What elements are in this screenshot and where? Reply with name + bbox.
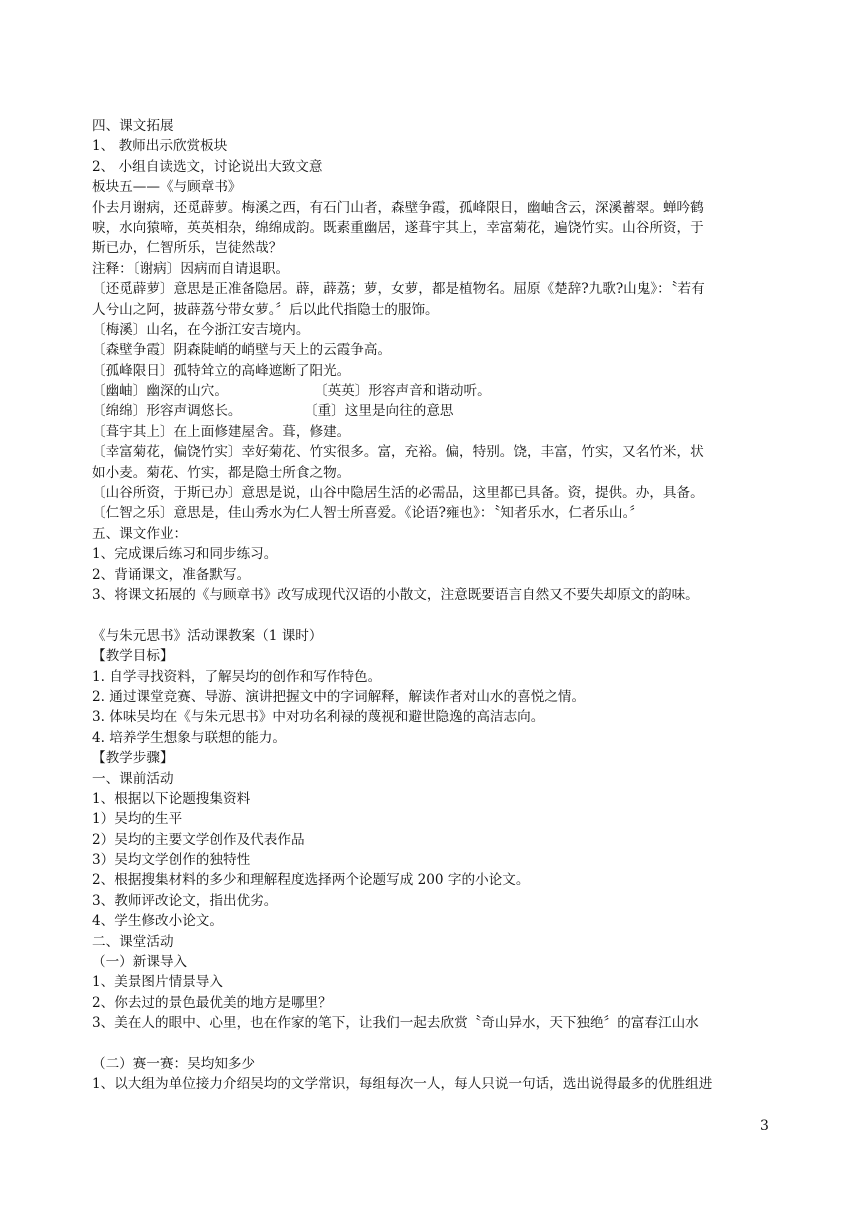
- list-item: 1、美景图片情景导入: [92, 974, 223, 991]
- list-item: 3、将课文拓展的《与顾章书》改写成现代汉语的小散文，注意既要语言自然又不要失却原文的韵味。: [92, 586, 699, 603]
- section-heading: 【教学目标】: [92, 648, 174, 665]
- subsection-heading: （一）新课导入: [92, 954, 188, 971]
- list-item: 1、完成课后练习和同步练习。: [92, 546, 278, 563]
- section-heading: 【教学步骤】: [92, 750, 174, 767]
- annotation-line: 〔幽岫〕幽深的山穴。: [92, 383, 228, 400]
- section-heading: 二、课堂活动: [92, 933, 174, 950]
- list-item: 3、美在人的眼中、心里，也在作家的笔下，让我们一起去欣赏〝奇山异水，天下独绝〞的富春江山水: [92, 1015, 699, 1032]
- list-item: 2）吴均的主要文学创作及代表作品: [92, 831, 305, 848]
- list-item: 1. 自学寻找资料，了解吴均的创作和写作特色。: [92, 668, 382, 685]
- page-number: 3: [760, 1118, 769, 1134]
- annotation-line: 〔还觅薜萝〕意思是正准备隐居。薜，薜荔；萝，女萝，都是植物名。屈原《楚辞?九歌?山鬼》：〝若有: [92, 281, 705, 298]
- annotation-row: [92, 381, 774, 401]
- document-body: [92, 116, 774, 1095]
- list-item: 4. 培养学生想象与联想的能力。: [92, 729, 287, 746]
- annotation-line: 〔葺宇其上〕在上面修建屋舍。葺，修建。: [92, 423, 351, 440]
- annotation-line: 〔重〕这里是向往的意思: [304, 403, 454, 420]
- passage-title: 板块五——《与顾章书》: [92, 179, 242, 196]
- annotation-row: [92, 401, 774, 421]
- annotation-line: 如小麦。菊花、竹实，都是隐士所食之物。: [92, 464, 351, 481]
- list-item: 2、 小组自读选文，讨论说出大致文意: [92, 158, 323, 175]
- annotation-line: 〔幸富菊花，偏饶竹实〕幸好菊花、竹实很多。富，充裕。偏，特别。饶，丰富，竹实，又名竹米，状: [92, 444, 704, 461]
- subsection-heading: （二）赛一赛：吴均知多少: [92, 1055, 256, 1072]
- annotation-line: 〔梅溪〕山名，在今浙江安吉境内。: [92, 321, 310, 338]
- list-item: 3. 体味吴均在《与朱元思书》中对功名利禄的蔑视和避世隐逸的高洁志向。: [92, 709, 545, 726]
- list-item: 2、背诵课文，准备默写。: [92, 566, 251, 583]
- blank-line: [92, 1034, 774, 1054]
- annotation-line: 〔绵绵〕形容声调悠长。: [92, 403, 242, 420]
- list-item: 3、教师评改论文，指出优劣。: [92, 892, 278, 909]
- list-item: 1）吴均的生平: [92, 811, 183, 828]
- list-item: 2、你去过的景色最优美的地方是哪里？: [92, 994, 332, 1011]
- blank-line: [92, 605, 774, 625]
- list-item: 3）吴均文学创作的独特性: [92, 852, 251, 869]
- annotation-line: 〔英英〕形容声音和谐动听。: [314, 383, 491, 400]
- passage-text: 仆去月谢病，还觅薜萝。梅溪之西，有石门山者，森壁争霞，孤峰限日，幽岫含云，深溪蓄翠。蝉吟鹤: [92, 199, 704, 216]
- section-heading: 一、课前活动: [92, 770, 174, 787]
- lesson-title: 《与朱元思书》活动课教案（1 课时）: [92, 627, 323, 644]
- section-heading: 四、课文拓展: [92, 118, 174, 134]
- annotation-line: 人兮山之阿，披薜荔兮带女萝。〞后以此代指隐士的服饰。: [92, 301, 439, 318]
- list-item: 4、学生修改小论文。: [92, 913, 223, 930]
- section-heading: 五、课文作业：: [92, 525, 188, 542]
- annotation-line: 〔山谷所资，于斯已办〕意思是说，山谷中隐居生活的必需品，这里都已具备。资，提供。办，具备。: [92, 485, 704, 502]
- annotation-line: 〔仁智之乐〕意思是，佳山秀水为仁人智士所喜爱。《论语?雍也》：〝知者乐水，仁者乐山。〞: [92, 505, 644, 522]
- list-item: 2、根据搜集材料的多少和理解程度选择两个论题写成 200 字的小论文。: [92, 872, 530, 889]
- list-item: 2. 通过课堂竞赛、导游、演讲把握文中的字词解释，解读作者对山水的喜悦之情。: [92, 688, 586, 705]
- annotation-line: 注释：〔谢病〕因病而自请退职。: [92, 260, 290, 277]
- list-item: 1、根据以下论题搜集资料: [92, 790, 251, 807]
- passage-text: 斯已办，仁智所乐，岂徒然哉？: [92, 240, 283, 257]
- passage-text: 唳，水向猿啼，英英相杂，绵绵成韵。既素重幽居，遂葺宇其上，幸富菊花，遍饶竹实。山谷所资，于: [92, 219, 704, 236]
- list-item: 1、以大组为单位接力介绍吴均的文学常识，每组每次一人，每人只说一句话，选出说得最多的优胜组进: [92, 1076, 713, 1093]
- annotation-line: 〔孤峰限日〕孤特耸立的高峰遮断了阳光。: [92, 362, 351, 379]
- annotation-line: 〔森壁争霞〕阴森陡峭的峭壁与天上的云霞争高。: [92, 342, 392, 359]
- list-item: 1、 教师出示欣赏板块: [92, 138, 228, 155]
